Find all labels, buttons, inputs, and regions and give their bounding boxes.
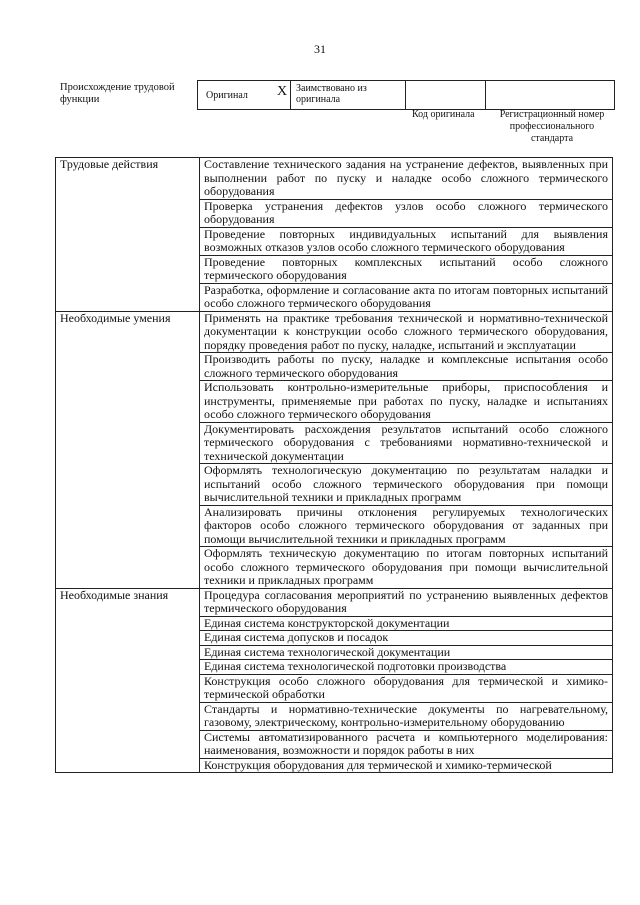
section-item: Стандарты и нормативно-технические документы по нагревательному, газовому, электрическому, контрольно-измерительному оборудованию xyxy=(200,702,613,730)
section-item: Проведение повторных комплексных испытаний особо сложного термического оборудования xyxy=(200,255,613,283)
table-row xyxy=(56,311,613,353)
origin-table xyxy=(197,80,615,110)
origin-label: Происхождение трудовой функции xyxy=(60,82,175,105)
section-title: Необходимые знания xyxy=(56,588,200,773)
page-number: 31 xyxy=(314,42,326,56)
section-item: Разработка, оформление и согласование акта по итогам повторных испытаний особо сложного термического оборудования xyxy=(200,283,613,311)
function-table xyxy=(55,157,613,773)
section-item: Оформлять технологическую документацию по результатам наладки и испытаний особо сложного термического оборудования при помощи вычислительной техники и прикладных программ xyxy=(200,464,613,506)
section-item: Оформлять техническую документацию по итогам повторных испытаний особо сложного термического оборудования при помощи вычислительной техники и прикладных программ xyxy=(200,547,613,589)
section-item: Единая система технологической документации xyxy=(200,645,613,660)
registration-number-label: Регистрационный номер профессионального стандарта xyxy=(499,109,605,144)
section-item: Производить работы по пуску, наладке и комплексные испытания особо сложного термического оборудования xyxy=(200,353,613,381)
section-title: Трудовые действия xyxy=(56,158,200,312)
section-item: Применять на практике требования технической и нормативно-технической документации к конструкции особо сложного термического оборудования, порядку проведения работ по пуску, наладке, испытаний и эксплуатации xyxy=(200,311,613,353)
section-item: Документировать расхождения результатов испытаний особо сложного термического оборудования с требованиями нормативно-технической и технической документации xyxy=(200,422,613,464)
original-cell xyxy=(198,81,291,109)
section-item: Единая система конструкторской документации xyxy=(200,616,613,631)
section-item: Конструкция особо сложного оборудования для термической и химико-термической обработки xyxy=(200,674,613,702)
section-item: Единая система технологической подготовки производства xyxy=(200,660,613,675)
section-item: Проверка устранения дефектов узлов особо сложного термического оборудования xyxy=(200,199,613,227)
code-original-label: Код оригинала xyxy=(412,109,475,120)
section-item: Процедура согласования мероприятий по устранению выявленных дефектов термического оборудования xyxy=(200,588,613,616)
borrowed-cell xyxy=(291,81,406,109)
borrowed-label: Заимствовано из оригинала xyxy=(296,83,367,105)
table-row xyxy=(56,158,613,200)
original-mark: X xyxy=(277,84,288,99)
section-item: Использовать контрольно-измерительные приборы, приспособления и инструменты, применяемые при работах по пуску, наладке и испытаниях особо сложного термического оборудования xyxy=(200,381,613,423)
table-row xyxy=(56,588,613,616)
reg-number-cell xyxy=(486,81,614,109)
original-label: Оригинал xyxy=(206,90,248,101)
code-cell xyxy=(406,81,486,109)
section-title: Необходимые умения xyxy=(56,311,200,588)
section-item: Проведение повторных индивидуальных испытаний для выявления возможных отказов узлов особо сложного термического оборудования xyxy=(200,227,613,255)
section-item: Единая система допусков и посадок xyxy=(200,631,613,646)
section-item: Системы автоматизированного расчета и компьютерного моделирования: наименования, возможности и порядок работы в них xyxy=(200,730,613,758)
section-item: Анализировать причины отклонения регулируемых технологических факторов особо сложного термического оборудования от заданных при помощи вычислительной техники и прикладных программ xyxy=(200,505,613,547)
section-item: Конструкция оборудования для термической и химико-термической xyxy=(200,758,613,773)
section-item: Составление технического задания на устранение дефектов, выявленных при выполнении работ по пуску и наладке особо сложного термического оборудования xyxy=(200,158,613,200)
